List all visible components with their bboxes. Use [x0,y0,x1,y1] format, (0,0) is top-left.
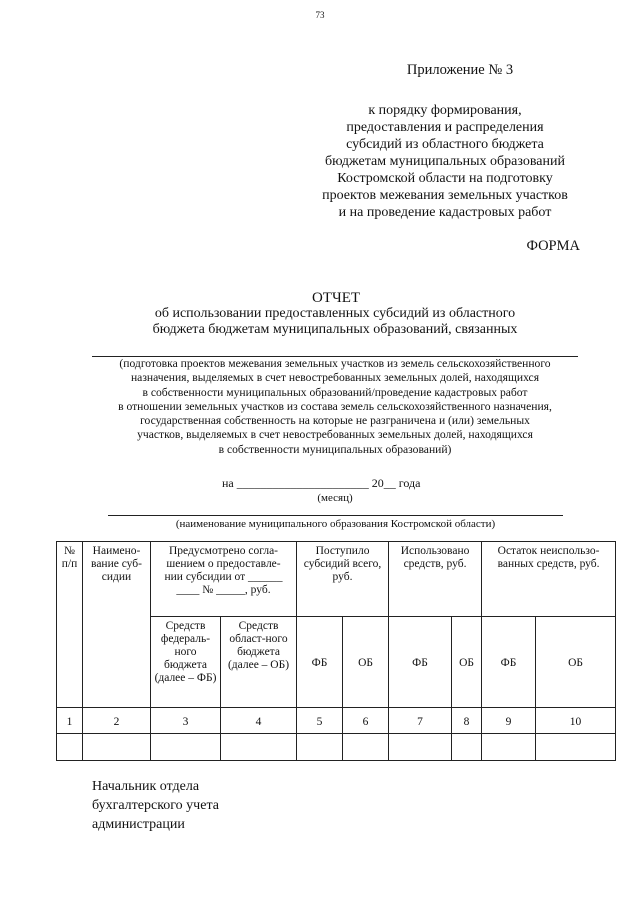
description-line: (подготовка проектов межевания земельных участков из земель сельскохозяйственного [119,357,551,370]
description-line: назначения, выделяемых в счет невостребованных земельных долей, находящихся [130,371,540,385]
header-provided-line: нии субсидии от ______ [164,571,283,583]
order-line: субсидий из областного бюджета [346,137,544,152]
page-number: 73 [315,10,325,20]
column-number: 6 [343,708,389,734]
signature-line: бухгалтерского учета [92,798,219,813]
organization-caption: (наименование муниципального образования Костромской области) [175,518,496,530]
period-month-blank: ______________________ [236,476,369,490]
table-cell [452,734,482,761]
header-provided-line: шением о предоставле- [166,558,281,570]
header-received-fb: ФБ [297,617,343,708]
table-cell [343,734,389,761]
table-row [57,734,616,761]
column-number: 5 [297,708,343,734]
order-line: к порядку формирования, [368,103,522,118]
header-subsidy-name: Наимено-вание суб-сидии [83,542,151,708]
column-number: 2 [83,708,151,734]
organization-fill-line [108,515,563,516]
period-caption: (месяц) [317,492,353,504]
column-number: 7 [389,708,452,734]
column-number: 10 [536,708,616,734]
report-subtitle-line: бюджета бюджетам муниципальных образований, связанных [152,322,518,337]
signature-line: Начальник отдела [92,779,200,794]
table-cell [221,734,297,761]
description-line: в собственности муниципальных образований/проведение кадастровых работ [142,385,528,399]
report-subtitle [100,306,570,338]
table-header-row [57,542,616,617]
description-line: государственная собственность на которые не разграничена и (или) земельных [140,414,530,428]
description-line: в собственности муниципальных образований) [218,442,452,456]
report-table [56,541,616,761]
order-line: бюджетам муниципальных образований [325,154,565,169]
report-title: ОТЧЕТ [311,290,361,306]
header-used-ob: ОБ [452,617,482,708]
header-provided-line: Предусмотрено согла- [168,545,279,557]
signature-line: администрации [92,817,185,832]
header-provided [151,542,297,617]
header-federal-funds: Средств федераль-ного бюджета (далее – ФБ) [151,617,221,708]
column-number: 3 [151,708,221,734]
order-line: проектов межевания земельных участков [322,188,568,203]
form-label: ФОРМА [526,238,580,254]
header-remaining-fb: ФБ [482,617,536,708]
table-cell [57,734,83,761]
header-received: Поступило субсидий всего, руб. [297,542,389,617]
appendix-order-text [300,102,590,221]
header-num: № п/п [57,542,83,708]
period-year: 20__ года [371,476,421,490]
header-received-ob: ОБ [343,617,389,708]
header-remaining: Остаток неиспользо-ванных средств, руб. [482,542,616,617]
order-line: предоставления и распределения [346,120,544,135]
header-remaining-ob: ОБ [536,617,616,708]
description-line: в отношении земельных участков из состава земель сельскохозяйственного назначения, [118,399,552,413]
column-number-row [57,708,616,734]
description-line: участков, выделяемых в счет невостребованных земельных долей, находящихся [137,428,533,442]
order-line: Костромской области на подготовку [337,171,553,186]
column-number: 1 [57,708,83,734]
table-cell [151,734,221,761]
report-subtitle-line: об использовании предоставленных субсидий из областного [154,306,516,321]
period-line [222,476,462,491]
table-cell [536,734,616,761]
table-cell [389,734,452,761]
period-prefix: на [222,476,234,490]
header-used-fb: ФБ [389,617,452,708]
order-line: и на проведение кадастровых работ [338,205,552,220]
table-cell [482,734,536,761]
table-cell [297,734,343,761]
appendix-title: Приложение № 3 [406,62,514,78]
header-used: Использовано средств, руб. [389,542,482,617]
column-number: 4 [221,708,297,734]
header-regional-funds: Средств област-ного бюджета (далее – ОБ) [221,617,297,708]
report-description [80,357,590,457]
header-provided-line: ____ № _____, руб. [176,584,271,596]
column-number: 9 [482,708,536,734]
table-cell [83,734,151,761]
signature-block [92,777,292,834]
column-number: 8 [452,708,482,734]
